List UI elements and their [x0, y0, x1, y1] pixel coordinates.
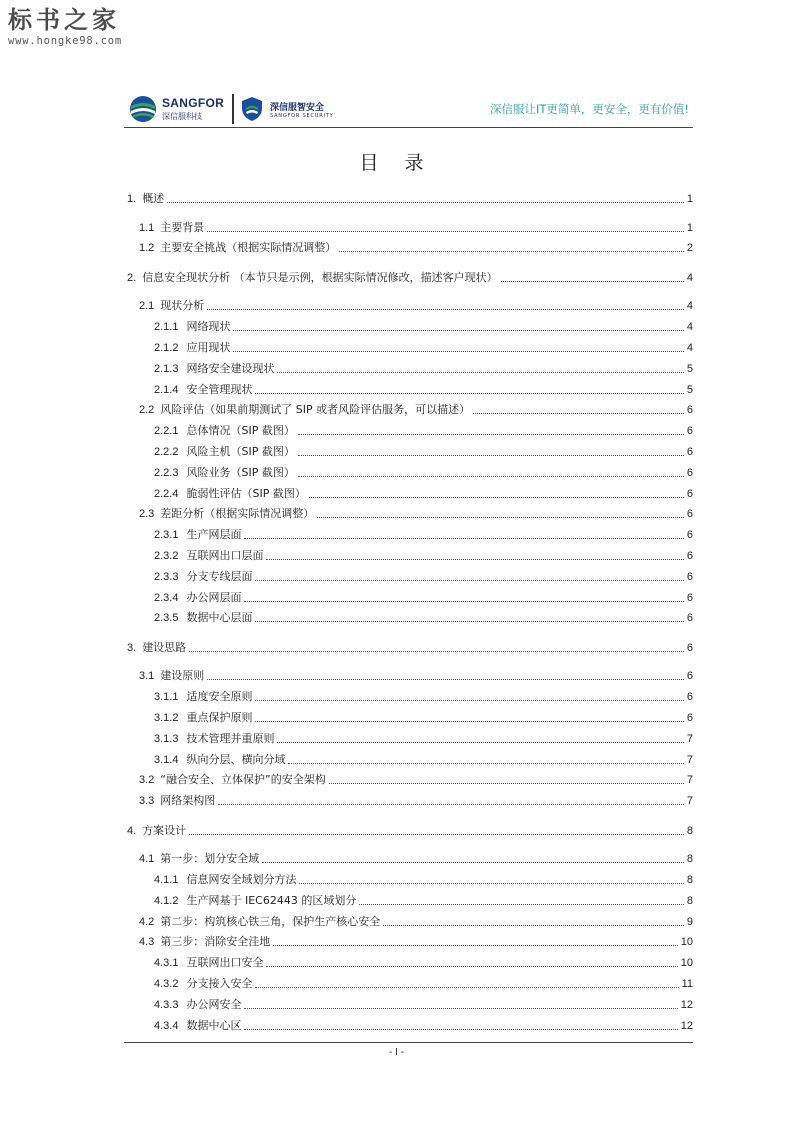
toc-entry-title: 主要背景: [160, 220, 205, 234]
toc-entry[interactable]: [154, 688, 693, 704]
toc-entry-number: 1.: [127, 193, 137, 205]
toc-entry-number: 1.1: [139, 221, 155, 234]
security-logo-en: SANGFOR SECURITY: [270, 113, 334, 119]
toc-entry-title: 风险评估（如果前期测试了 SIP 或者风险评估服务，可以描述）: [160, 403, 471, 417]
toc-entry-page: 8: [686, 853, 693, 866]
toc-entry[interactable]: [139, 933, 693, 949]
toc-leader-dots: [262, 862, 684, 863]
toc-entry-number: 2.3.1: [154, 529, 179, 542]
toc-entry-number: 3.1: [139, 670, 155, 683]
toc-entry[interactable]: [139, 505, 693, 521]
toc-entry-page: 7: [686, 774, 693, 787]
toc-entry-number: 3.2: [139, 774, 155, 787]
toc-entry-number: 3.1.4: [154, 753, 179, 766]
toc-entry-title: 应用现状: [186, 340, 231, 354]
toc-leader-dots: [244, 601, 683, 602]
toc-entry-number: 2.: [127, 271, 137, 284]
toc-entry[interactable]: [154, 709, 693, 725]
toc-entry-title: 分支专线层面: [186, 569, 253, 583]
toc-entry-number: 2.2.4: [154, 487, 179, 500]
toc-entry-title: 现状分析: [160, 299, 205, 313]
toc-entry[interactable]: [154, 443, 693, 459]
toc-leader-dots: [273, 945, 677, 946]
toc-entry-title: 办公网层面: [186, 590, 242, 604]
toc-leader-dots: [359, 904, 684, 905]
toc-title: 目 录: [359, 152, 434, 174]
toc-entry[interactable]: [127, 269, 693, 285]
toc-leader-dots: [473, 413, 684, 414]
toc-entry-page: 6: [686, 570, 693, 583]
toc-entry-title: 差距分析（根据实际情况调整）: [160, 507, 315, 521]
toc-entry[interactable]: [154, 318, 693, 334]
toc-leader-dots: [383, 925, 684, 926]
toc-entry-page: 7: [686, 795, 693, 808]
toc-entry-title: 第二步：构筑核心铁三角，保护生产核心安全: [160, 914, 381, 928]
toc-entry-number: 4.3.4: [154, 1019, 179, 1032]
toc-entry[interactable]: [139, 219, 693, 235]
toc-entry[interactable]: [154, 589, 693, 605]
sangfor-globe-icon: [128, 94, 158, 124]
toc-entry-title: 办公网安全: [186, 997, 242, 1011]
toc-leader-dots: [189, 834, 684, 835]
toc-entry-page: 10: [680, 936, 693, 949]
toc-leader-dots: [218, 804, 684, 805]
toc-entry-title: 网络现状: [186, 320, 231, 334]
toc-entry-number: 2.2.3: [154, 466, 179, 479]
toc-entry-page: 6: [686, 691, 693, 704]
toc-entry-page: 8: [686, 894, 693, 907]
toc-entry-title: 重点保护原则: [186, 710, 253, 724]
toc-entry-title: 网络架构图: [160, 794, 216, 808]
toc-entry-title: 第三步：消除安全洼地: [160, 935, 271, 949]
toc-entry-page: 4: [686, 341, 693, 354]
toc-entry-number: 4.1.1: [154, 873, 179, 886]
toc-entry-page: 6: [686, 445, 693, 458]
toc-entry-page: 6: [686, 487, 693, 500]
toc-entry[interactable]: [154, 339, 693, 355]
toc-entry-number: 2.1.4: [154, 383, 179, 396]
toc-entry[interactable]: [139, 239, 693, 255]
toc-entry-page: 6: [686, 591, 693, 604]
toc-leader-dots: [207, 679, 684, 680]
toc-entry[interactable]: [154, 730, 693, 746]
toc-entry[interactable]: [127, 190, 693, 206]
toc-entry-title: 方案设计: [142, 823, 187, 837]
toc-leader-dots: [233, 351, 683, 352]
toc-entry-number: 2.2.1: [154, 425, 179, 438]
toc-entry-title: 生产网基于 IEC62443 的区域划分: [186, 893, 357, 907]
toc-entry-title: 技术管理并重原则: [186, 731, 275, 745]
toc-entry[interactable]: [139, 667, 693, 683]
toc-leader-dots: [233, 330, 683, 331]
toc-entry-number: 2.3.5: [154, 612, 179, 625]
toc-entry-title: 数据中心区: [186, 1018, 242, 1032]
toc-entry-title: 风险主机（SIP 截图）: [186, 444, 295, 458]
toc-leader-dots: [298, 455, 684, 456]
toc-entry[interactable]: [154, 464, 693, 480]
toc-leader-dots: [298, 476, 684, 477]
toc-entry-title: 安全管理现状: [186, 382, 253, 396]
toc-entry[interactable]: [154, 954, 693, 970]
toc-entry-page: 6: [686, 670, 693, 683]
toc-entry[interactable]: [139, 771, 693, 787]
toc-entry-page: 1: [686, 193, 693, 205]
toc-leader-dots: [244, 1008, 677, 1009]
toc-entry-number: 4.2: [139, 915, 155, 928]
watermark-url: www.hongke98.com: [8, 35, 122, 47]
toc-entry-title: 信息网安全域划分方法: [186, 872, 297, 886]
toc-entry-page: 4: [686, 321, 693, 334]
toc-entry-title: “融合安全、立体保护”的安全架构: [160, 773, 326, 787]
toc-entry[interactable]: [154, 485, 693, 501]
toc-leader-dots: [244, 1029, 677, 1030]
watermark: [8, 6, 122, 47]
toc-entry-title: 建设原则: [160, 669, 205, 683]
toc-entry[interactable]: [154, 609, 693, 625]
logo-divider: [232, 94, 234, 124]
sangfor-security-logo: [240, 94, 350, 124]
toc-leader-dots: [255, 580, 683, 581]
sangfor-logo-en: SANGFOR: [162, 96, 225, 110]
toc-leader-dots: [317, 517, 684, 518]
toc-leader-dots: [255, 721, 683, 722]
toc-entry[interactable]: [154, 422, 693, 438]
toc-entry[interactable]: [139, 401, 693, 417]
toc-entry[interactable]: [139, 913, 693, 929]
toc-leader-dots: [339, 251, 684, 252]
toc-entry-number: 3.1.2: [154, 711, 179, 724]
toc-entry-number: 2.3: [139, 508, 155, 521]
toc-entry-title: 互联网出口安全: [186, 956, 264, 970]
toc-entry[interactable]: [154, 975, 693, 991]
watermark-title: 标书之家: [8, 5, 120, 34]
toc-leader-dots: [207, 309, 684, 310]
toc-entry-title: 风险业务（SIP 截图）: [186, 465, 295, 479]
toc-entry-page: 12: [680, 998, 693, 1011]
toc-entry-number: 2.1.1: [154, 321, 179, 334]
toc-entry-number: 2.2: [139, 404, 155, 417]
header-slogan: 深信服让IT更简单，更安全，更有价值!: [489, 102, 689, 116]
toc-entry-number: 3.3: [139, 795, 155, 808]
toc-entry-title: 互联网出口层面: [186, 548, 264, 562]
toc-leader-dots: [255, 987, 678, 988]
toc-entry-page: 5: [686, 362, 693, 375]
toc-leader-dots: [299, 883, 683, 884]
toc-entry[interactable]: [154, 996, 693, 1012]
toc-leader-dots: [255, 621, 683, 622]
toc-entry-number: 4.1.2: [154, 894, 179, 907]
sangfor-logo: [128, 94, 228, 124]
toc-entry-number: 4.3.2: [154, 977, 179, 990]
toc-entry-number: 4.3.3: [154, 998, 179, 1011]
toc-entry[interactable]: [154, 360, 693, 376]
toc-leader-dots: [266, 966, 677, 967]
page-number: - I -: [389, 1047, 404, 1058]
toc-entry-page: 6: [686, 711, 693, 724]
toc-leader-dots: [309, 497, 684, 498]
toc-leader-dots: [329, 783, 684, 784]
toc-leader-dots: [266, 559, 683, 560]
toc-entry-page: 1: [686, 221, 693, 234]
toc-entry-number: 2.3.3: [154, 570, 179, 583]
toc-entry[interactable]: [139, 850, 693, 866]
toc-entry-page: 6: [686, 612, 693, 625]
toc-leader-dots: [255, 700, 683, 701]
toc-entry-title: 脆弱性评估（SIP 截图）: [186, 486, 306, 500]
toc-leader-dots: [244, 538, 683, 539]
shield-icon: [240, 96, 264, 122]
toc-entry-page: 6: [686, 466, 693, 479]
toc-entry-number: 2.2.2: [154, 445, 179, 458]
toc-entry-title: 总体情况（SIP 截图）: [186, 424, 295, 438]
toc-entry-number: 2.3.2: [154, 549, 179, 562]
toc-entry-number: 4.: [127, 824, 137, 837]
toc-leader-dots: [255, 393, 683, 394]
toc-entry-page: 6: [686, 404, 693, 417]
toc-entry[interactable]: [154, 1017, 693, 1033]
toc-entry-page: 2: [686, 242, 693, 255]
toc-entry-number: 4.3.1: [154, 957, 179, 970]
sangfor-logo-cn: 深信服科技: [162, 112, 202, 121]
toc-entry-page: 7: [686, 732, 693, 745]
toc-entry-number: 1.2: [139, 242, 155, 255]
toc-entry-number: 4.3: [139, 936, 155, 949]
toc-entry-page: 6: [686, 508, 693, 521]
toc-entry-number: 3.1.1: [154, 691, 179, 704]
toc-entry-title: 建设思路: [142, 640, 187, 654]
toc-entry[interactable]: [127, 639, 693, 655]
toc-entry-page: 8: [686, 873, 693, 886]
toc-entry-title: 适度安全原则: [186, 690, 253, 704]
toc-entry[interactable]: [154, 526, 693, 542]
toc-entry-number: 2.3.4: [154, 591, 179, 604]
toc-entry[interactable]: [139, 792, 693, 808]
toc-entry-page: 4: [686, 300, 693, 313]
toc-entry[interactable]: [154, 871, 693, 887]
toc-entry-title: 网络安全建设现状: [186, 361, 275, 375]
toc-leader-dots: [277, 742, 683, 743]
toc-entry-page: 6: [686, 549, 693, 562]
toc-leader-dots: [189, 651, 684, 652]
toc-leader-dots: [207, 231, 684, 232]
toc-entry-number: 2.1.2: [154, 341, 179, 354]
toc-entry-title: 生产网层面: [186, 528, 242, 542]
toc-entry-title: 分支接入安全: [186, 976, 253, 990]
toc-entry-page: 6: [686, 425, 693, 438]
toc-entry-number: 3.: [127, 641, 137, 654]
toc-entry-page: 8: [686, 824, 693, 837]
toc-entry[interactable]: [139, 297, 693, 313]
toc-entry-page: 11: [681, 977, 693, 990]
security-logo-cn: 深信服智安全: [270, 103, 325, 113]
toc-leader-dots: [298, 434, 684, 435]
toc-entry-page: 7: [686, 753, 693, 766]
toc-entry-number: 2.1.3: [154, 362, 179, 375]
toc-entry-title: 主要安全挑战（根据实际情况调整）: [160, 241, 337, 255]
page-header: [124, 92, 693, 128]
toc-entry[interactable]: [154, 892, 693, 908]
toc-entry-title: 数据中心层面: [186, 611, 253, 625]
toc-entry-page: 6: [686, 641, 693, 654]
toc-leader-dots: [288, 763, 683, 764]
toc-entry-title: 第一步：划分安全域: [160, 852, 260, 866]
toc-entry-page: 9: [686, 915, 693, 928]
toc-entry[interactable]: [154, 547, 693, 563]
toc-entry[interactable]: [127, 822, 693, 838]
toc-entry-page: 6: [686, 529, 693, 542]
toc-entry[interactable]: [154, 381, 693, 397]
toc-entry-number: 2.1: [139, 300, 155, 313]
toc-entry-number: 4.1: [139, 853, 155, 866]
toc-entry-title: 概述: [142, 192, 165, 205]
toc-entry-title: 纵向分层、横向分域: [186, 752, 286, 766]
toc-leader-dots: [277, 372, 683, 373]
toc-entry[interactable]: [154, 751, 693, 767]
toc-entry-title: 信息安全现状分析 （本节只是示例，根据实际情况修改，描述客户现状）: [142, 270, 498, 284]
toc-entry-page: 10: [680, 957, 693, 970]
toc-entry-page: 4: [686, 271, 693, 284]
toc-entry[interactable]: [154, 568, 693, 584]
footer-rule: [124, 1042, 693, 1043]
toc-leader-dots: [501, 281, 684, 282]
toc-entry-page: 5: [686, 383, 693, 396]
toc-leader-dots: [167, 202, 684, 203]
toc-entry-page: 12: [680, 1019, 693, 1032]
toc-entry-number: 3.1.3: [154, 732, 179, 745]
